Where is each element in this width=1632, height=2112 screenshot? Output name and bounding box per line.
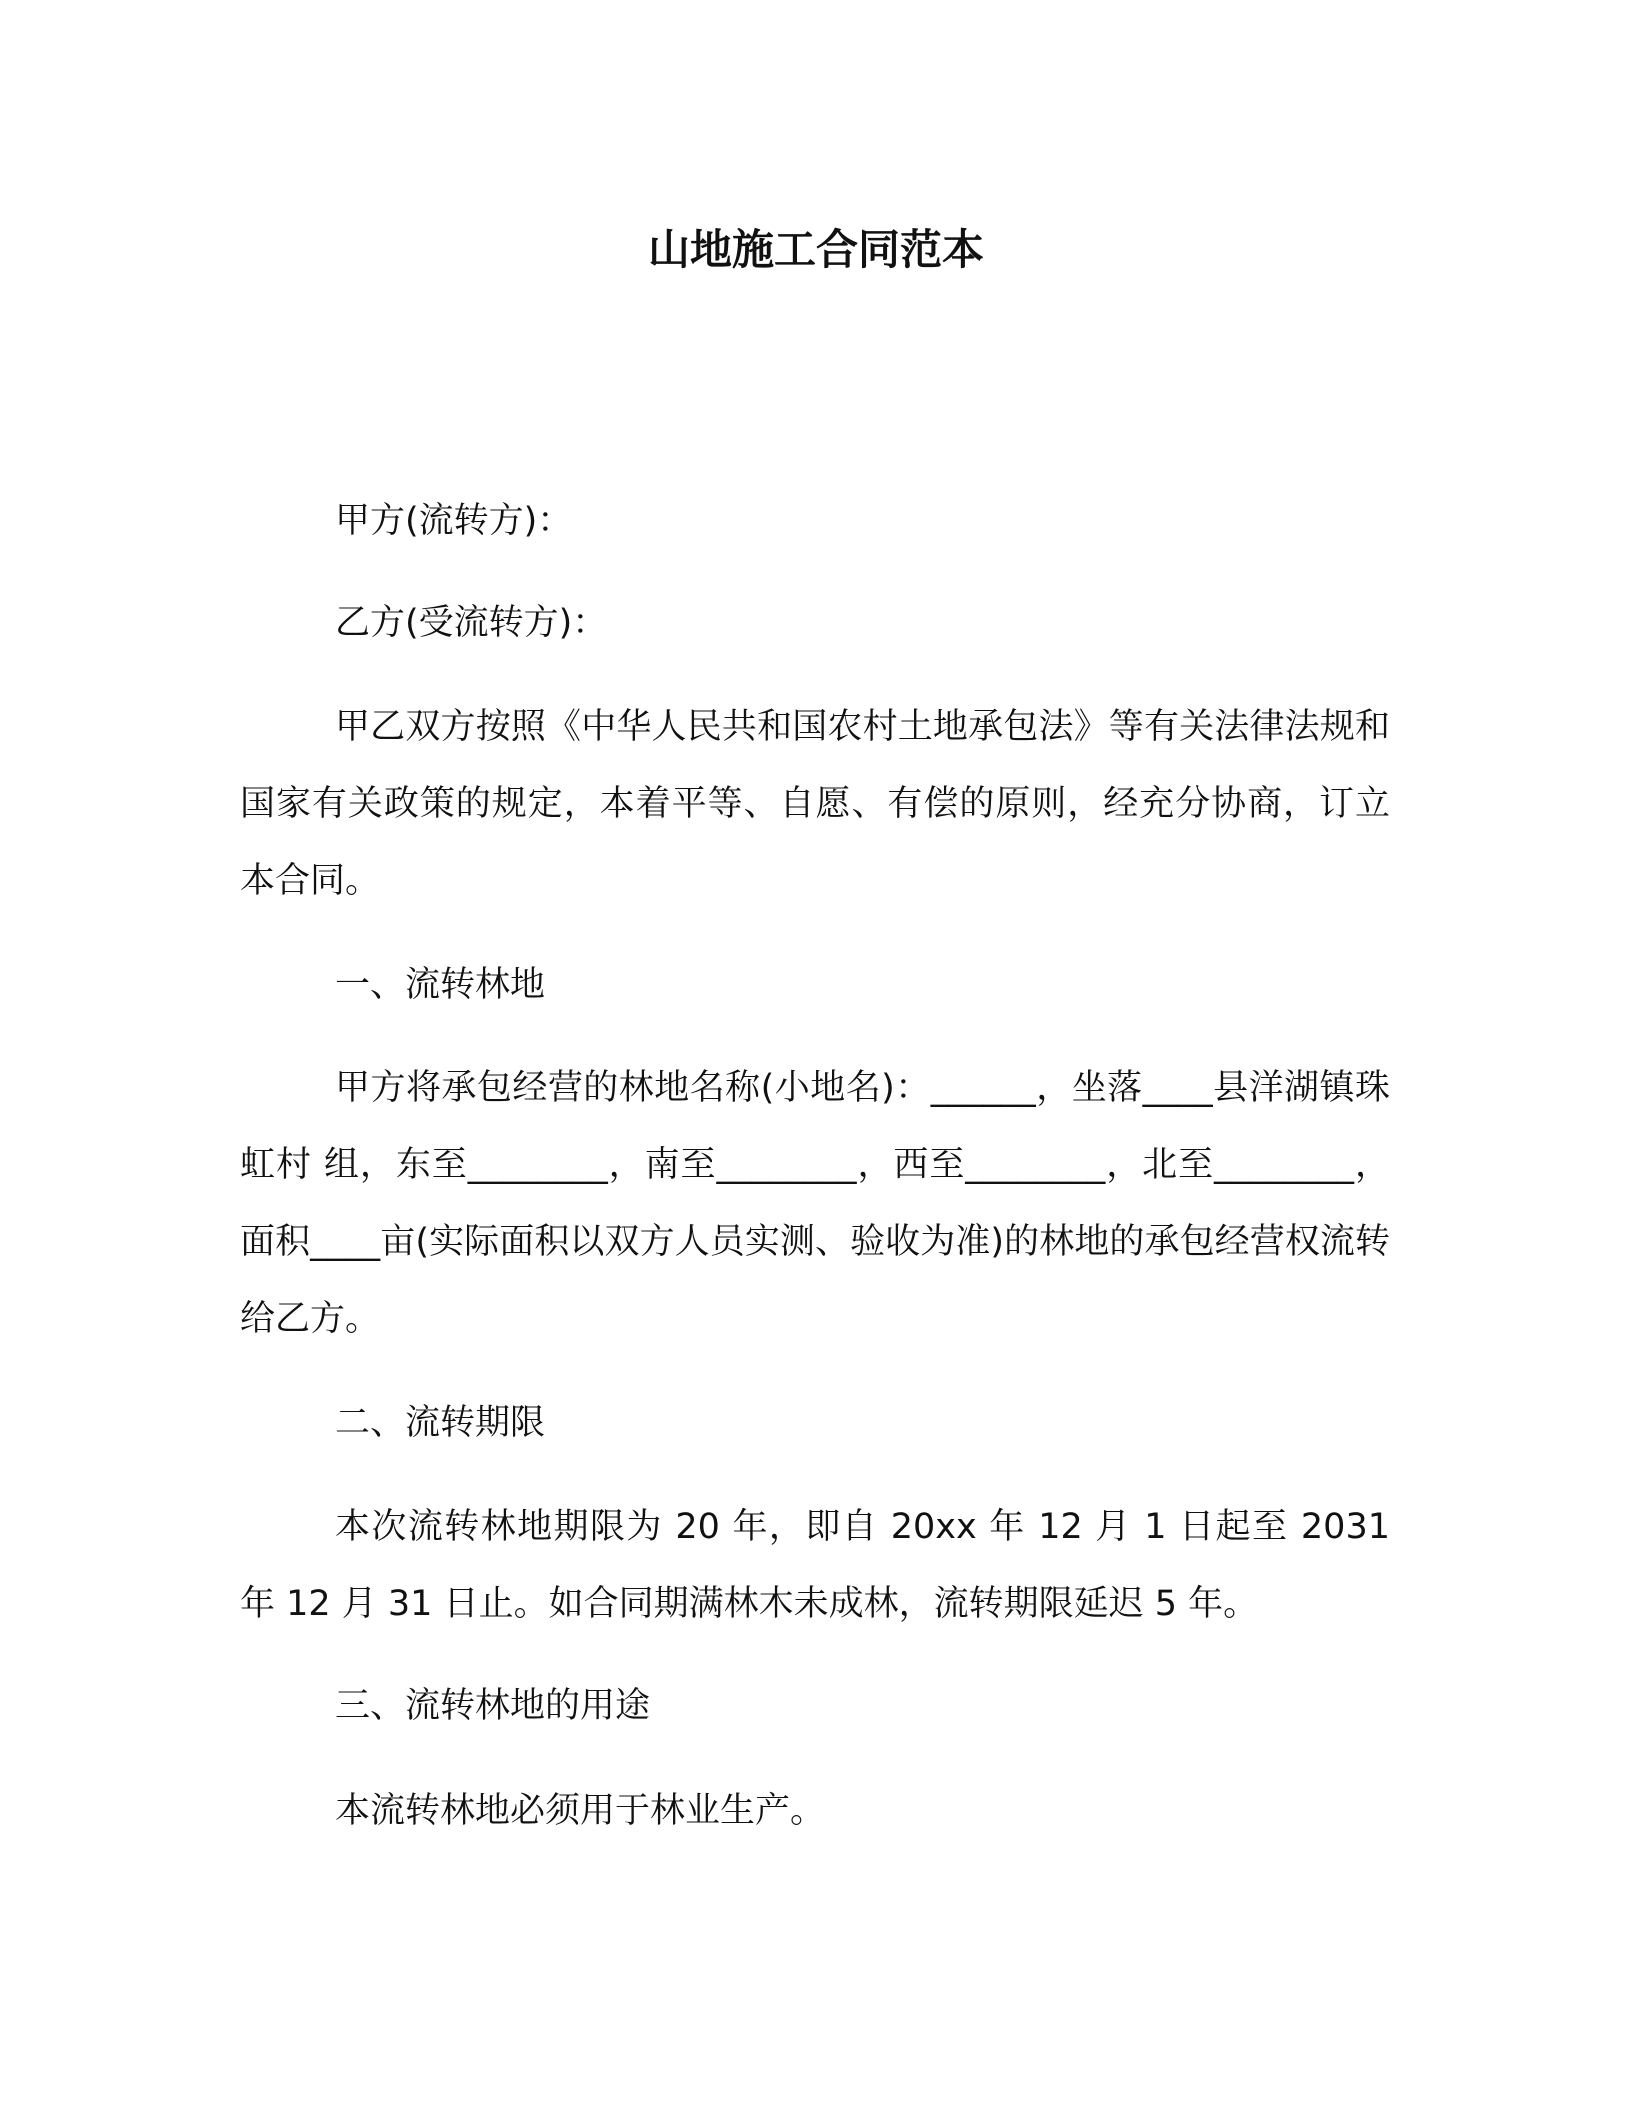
- document-title: 山地施工合同范本: [647, 225, 984, 274]
- term-paragraph: 本次流转林地期限为 20 年，即自 20xx 年 12 月 1 日起至 2031 年 12 月 31 日止。如合同期满林木未成林，流转期限延迟 5 年。: [240, 1507, 1390, 1624]
- section-heading-1: 一、流转林地: [335, 965, 546, 1005]
- party-b-line: 乙方(受流转方)：: [335, 603, 608, 643]
- usage-paragraph: 本流转林地必须用于林业生产。: [335, 1791, 826, 1831]
- section-heading-3: 三、流转林地的用途: [335, 1686, 651, 1726]
- forest-land-paragraph: 甲方将承包经营的林地名称(小地名)：______，坐落____县洋湖镇珠虹村 组，东至________，南至________，西至________，北至________，面积____亩(实际面积以双方人员实测、验收为准)的林地的承包经营权流转给乙方。: [240, 1068, 1390, 1339]
- section-heading-2: 二、流转期限: [335, 1403, 546, 1443]
- preamble-paragraph: 甲乙双方按照《中华人民共和国农村土地承包法》等有关法律法规和国家有关政策的规定，本着平等、自愿、有偿的原则，经充分协商，订立本合同。: [240, 707, 1390, 901]
- party-a-line: 甲方(流转方)：: [335, 501, 573, 541]
